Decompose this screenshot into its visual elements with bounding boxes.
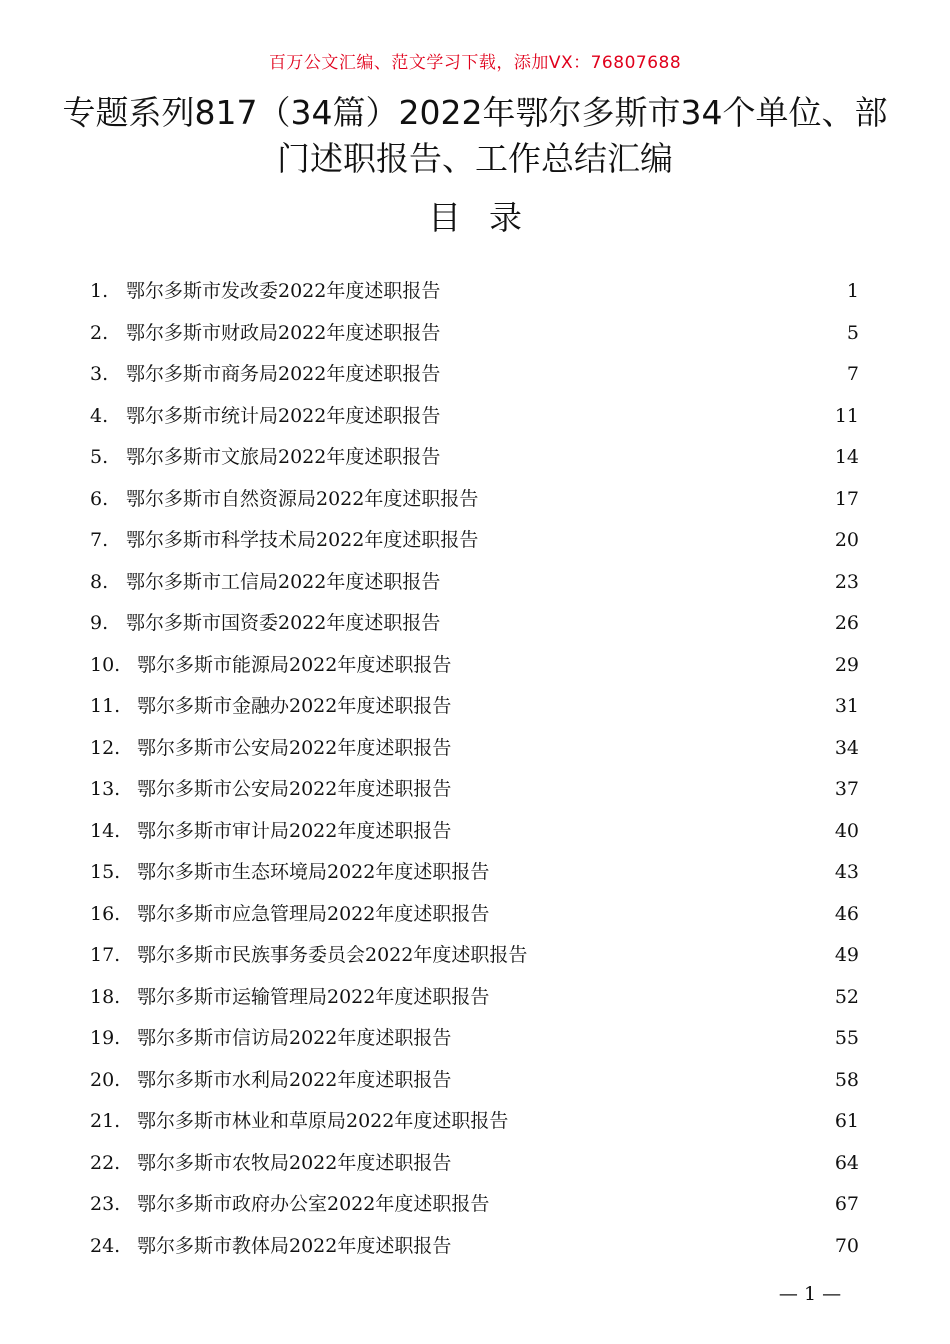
- toc-entry-title: 鄂尔多斯市文旅局2022年度述职报告: [126, 446, 441, 468]
- toc-entry-page: 37: [834, 778, 859, 800]
- toc-entry-number: 9.: [90, 612, 109, 634]
- toc-entry-number: 19.: [90, 1027, 121, 1049]
- toc-entry-number: 20.: [90, 1068, 121, 1091]
- toc-entry-title: 鄂尔多斯市公安局2022年度述职报告: [137, 778, 452, 800]
- toc-entry[interactable]: [0, 396, 950, 438]
- toc-entry-title: 鄂尔多斯市公安局2022年度述职报告: [137, 736, 452, 759]
- toc-entry-number: 6.: [90, 487, 109, 510]
- toc-entry[interactable]: [0, 1018, 950, 1060]
- toc-entry-number: 16.: [90, 902, 121, 925]
- toc-entry-title: 鄂尔多斯市政府办公室2022年度述职报告: [137, 1193, 490, 1215]
- toc-entry[interactable]: [0, 520, 950, 562]
- toc-entry[interactable]: [0, 1226, 950, 1268]
- toc-entry-title: 鄂尔多斯市农牧局2022年度述职报告: [137, 1151, 452, 1174]
- toc-entry-page: 46: [834, 902, 859, 925]
- toc-entry-number: 13.: [90, 778, 121, 800]
- toc-entry-page: 52: [834, 985, 859, 1008]
- toc-entry-number: 5.: [90, 446, 109, 468]
- toc-heading: [0, 192, 950, 239]
- toc-entry-number: 21.: [90, 1110, 121, 1132]
- toc-entry-title: 鄂尔多斯市商务局2022年度述职报告: [126, 363, 441, 385]
- toc-entry-number: 7.: [90, 529, 109, 551]
- toc-entry-page: 55: [834, 1027, 859, 1049]
- toc-entry-page: 29: [834, 653, 859, 676]
- toc-entry-title: 鄂尔多斯市金融办2022年度述职报告: [137, 695, 452, 717]
- toc-entry-page: 7: [846, 363, 859, 385]
- toc-entry-number: 1.: [90, 280, 109, 302]
- toc-entry-title: 鄂尔多斯市能源局2022年度述职报告: [137, 653, 452, 676]
- table-of-contents: [0, 271, 950, 1267]
- toc-entry-title: 鄂尔多斯市国资委2022年度述职报告: [126, 612, 441, 634]
- toc-entry-page: 11: [834, 404, 859, 427]
- toc-entry-number: 3.: [90, 363, 109, 385]
- toc-entry-title: 鄂尔多斯市审计局2022年度述职报告: [137, 819, 452, 842]
- toc-entry[interactable]: [0, 852, 950, 894]
- toc-entry-number: 18.: [90, 985, 121, 1008]
- document-title: 专题系列817（34篇）2022年鄂尔多斯市34个单位、部门述职报告、工作总结汇编: [62, 93, 888, 178]
- toc-entry[interactable]: [0, 479, 950, 521]
- toc-entry-number: 4.: [90, 404, 109, 427]
- toc-entry-number: 17.: [90, 944, 121, 966]
- toc-entry-title: 鄂尔多斯市水利局2022年度述职报告: [137, 1068, 452, 1091]
- toc-entry[interactable]: [0, 1101, 950, 1143]
- toc-entry[interactable]: [0, 603, 950, 645]
- page-number: — 1 —: [778, 1283, 842, 1305]
- toc-entry[interactable]: [0, 1143, 950, 1185]
- toc-entry-page: 40: [834, 819, 859, 842]
- toc-entry[interactable]: [0, 686, 950, 728]
- toc-entry-title: 鄂尔多斯市财政局2022年度述职报告: [126, 321, 441, 344]
- toc-entry[interactable]: [0, 935, 950, 977]
- toc-entry-title: 鄂尔多斯市应急管理局2022年度述职报告: [137, 902, 490, 925]
- toc-entry-title: 鄂尔多斯市信访局2022年度述职报告: [137, 1027, 452, 1049]
- toc-entry-page: 61: [834, 1110, 859, 1132]
- toc-entry-page: 34: [834, 736, 859, 759]
- toc-entry-page: 49: [834, 944, 859, 966]
- toc-entry-number: 23.: [90, 1193, 121, 1215]
- toc-entry-page: 43: [834, 861, 859, 883]
- toc-entry-page: 26: [834, 612, 859, 634]
- toc-entry-title: 鄂尔多斯市科学技术局2022年度述职报告: [126, 529, 479, 551]
- toc-entry-page: 14: [834, 446, 859, 468]
- toc-entry[interactable]: [0, 313, 950, 355]
- toc-entry-title: 鄂尔多斯市运输管理局2022年度述职报告: [137, 985, 490, 1008]
- toc-entry-page: 1: [846, 280, 859, 302]
- toc-heading-char: 录: [489, 198, 522, 237]
- toc-entry-number: 2.: [90, 321, 109, 344]
- toc-entry-page: 58: [834, 1068, 859, 1091]
- toc-entry-number: 10.: [90, 653, 121, 676]
- toc-entry[interactable]: [0, 645, 950, 687]
- toc-entry[interactable]: [0, 562, 950, 604]
- toc-entry-page: 64: [834, 1151, 859, 1174]
- toc-entry-title: 鄂尔多斯市工信局2022年度述职报告: [126, 570, 441, 593]
- toc-entry[interactable]: [0, 437, 950, 479]
- toc-entry-page: 23: [834, 570, 859, 593]
- toc-entry-number: 22.: [90, 1151, 121, 1174]
- watermark-banner: 百万公文汇编、范文学习下载，添加VX：76807688: [268, 53, 682, 73]
- toc-entry[interactable]: [0, 894, 950, 936]
- toc-entry-page: 20: [834, 529, 859, 551]
- toc-entry-page: 17: [834, 487, 859, 510]
- toc-entry[interactable]: [0, 811, 950, 853]
- toc-entry-page: 31: [834, 695, 859, 717]
- toc-heading-char: 目: [428, 198, 461, 237]
- toc-entry-number: 8.: [90, 570, 109, 593]
- toc-entry[interactable]: [0, 1060, 950, 1102]
- toc-entry-title: 鄂尔多斯市自然资源局2022年度述职报告: [126, 487, 479, 510]
- toc-entry-number: 15.: [90, 861, 121, 883]
- toc-entry[interactable]: [0, 977, 950, 1019]
- toc-entry-title: 鄂尔多斯市生态环境局2022年度述职报告: [137, 861, 490, 883]
- toc-entry-title: 鄂尔多斯市统计局2022年度述职报告: [126, 404, 441, 427]
- toc-entry-number: 12.: [90, 736, 121, 759]
- toc-entry-page: 67: [834, 1193, 859, 1215]
- toc-entry-title: 鄂尔多斯市发改委2022年度述职报告: [126, 280, 441, 302]
- toc-entry-page: 5: [846, 321, 859, 344]
- toc-entry-number: 14.: [90, 819, 121, 842]
- toc-entry-number: 24.: [90, 1234, 121, 1257]
- toc-entry-number: 11.: [90, 695, 121, 717]
- toc-entry[interactable]: [0, 271, 950, 313]
- toc-entry[interactable]: [0, 354, 950, 396]
- toc-entry[interactable]: [0, 1184, 950, 1226]
- toc-entry-title: 鄂尔多斯市教体局2022年度述职报告: [137, 1234, 452, 1257]
- toc-entry-title: 鄂尔多斯市林业和草原局2022年度述职报告: [137, 1110, 509, 1132]
- toc-entry-title: 鄂尔多斯市民族事务委员会2022年度述职报告: [137, 944, 528, 966]
- toc-entry-page: 70: [834, 1234, 859, 1257]
- toc-entry[interactable]: [0, 728, 950, 770]
- toc-entry[interactable]: [0, 769, 950, 811]
